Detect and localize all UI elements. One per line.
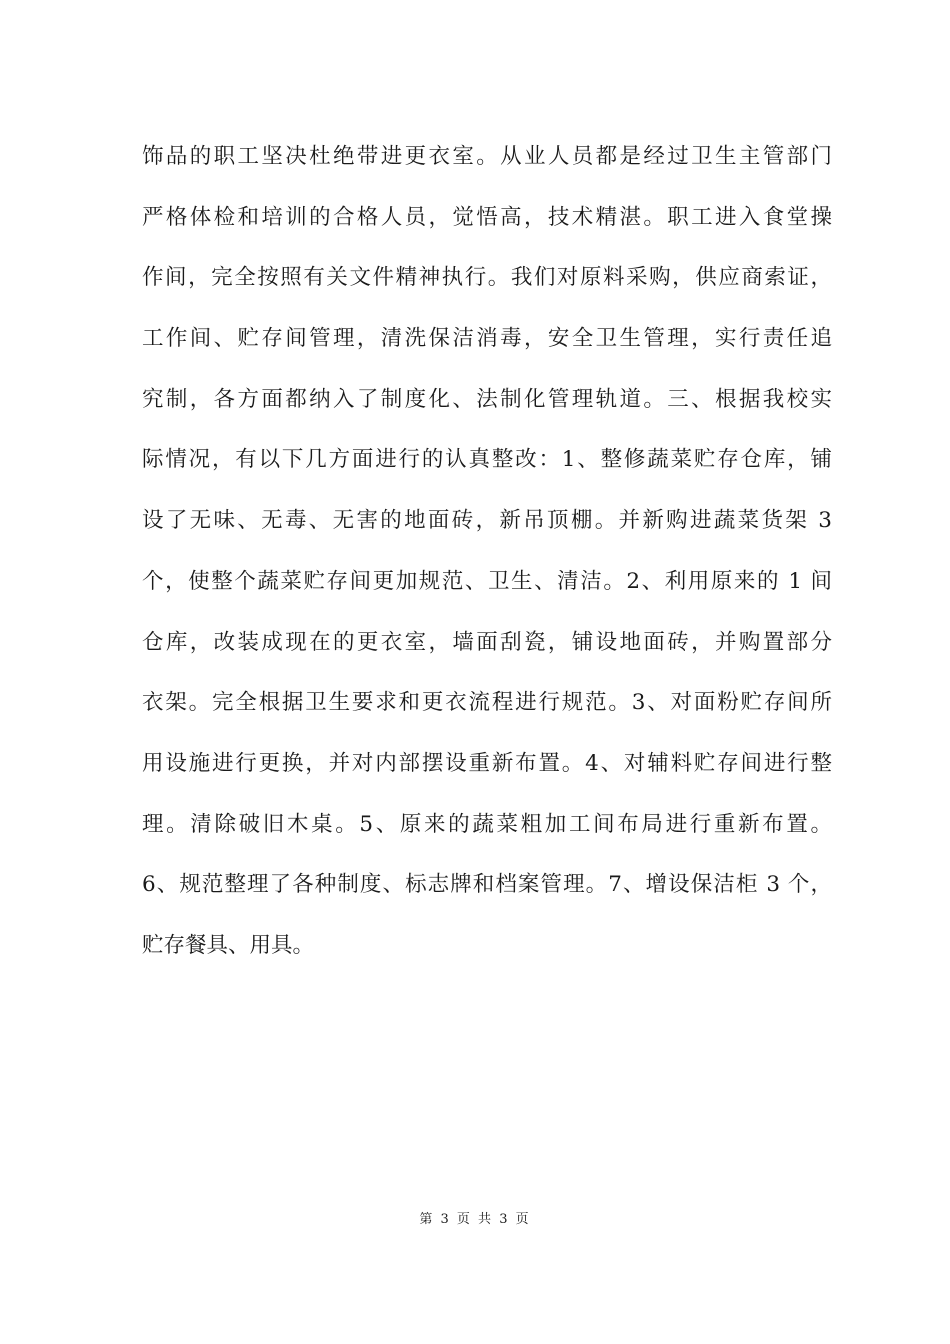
text-line: 仓库，改装成现在的更衣室，墙面刮瓷，铺设地面砖，并购置部分 (142, 629, 832, 655)
text-line: 工作间、贮存间管理，清洗保洁消毒，安全卫生管理，实行责任追 (142, 326, 832, 352)
text-line: 作间，完全按照有关文件精神执行。我们对原料采购，供应商索证， (142, 265, 832, 291)
text-line: 6、规范整理了各种制度、标志牌和档案管理。7、增设保洁柜 3 个， (142, 872, 832, 898)
text-line: 理。清除破旧木桌。5、原来的蔬菜粗加工间布局进行重新布置。 (142, 811, 832, 837)
text-line: 衣架。完全根据卫生要求和更衣流程进行规范。3、对面粉贮存间所 (142, 690, 832, 716)
text-line: 用设施进行更换，并对内部摆设重新布置。4、对辅料贮存间进行整 (142, 750, 832, 776)
text-line: 贮存餐具、用具。 (142, 932, 315, 958)
page-footer (0, 1208, 950, 1227)
text-line: 个，使整个蔬菜贮存间更加规范、卫生、清洁。2、利用原来的 1 间 (142, 568, 832, 594)
page-number-label: 第 3 页 共 3 页 (419, 1212, 531, 1227)
text-line: 际情况，有以下几方面进行的认真整改：1、整修蔬菜贮存仓库，铺 (142, 447, 832, 473)
text-line: 设了无味、无毒、无害的地面砖，新吊顶棚。并新购进蔬菜货架 3 (142, 508, 832, 534)
body-text (142, 135, 832, 985)
text-line: 严格体检和培训的合格人员，觉悟高，技术精湛。职工进入食堂操 (142, 204, 832, 230)
text-line: 饰品的职工坚决杜绝带进更衣室。从业人员都是经过卫生主管部门 (142, 144, 832, 169)
text-line: 究制，各方面都纳入了制度化、法制化管理轨道。三、根据我校实 (142, 386, 832, 412)
